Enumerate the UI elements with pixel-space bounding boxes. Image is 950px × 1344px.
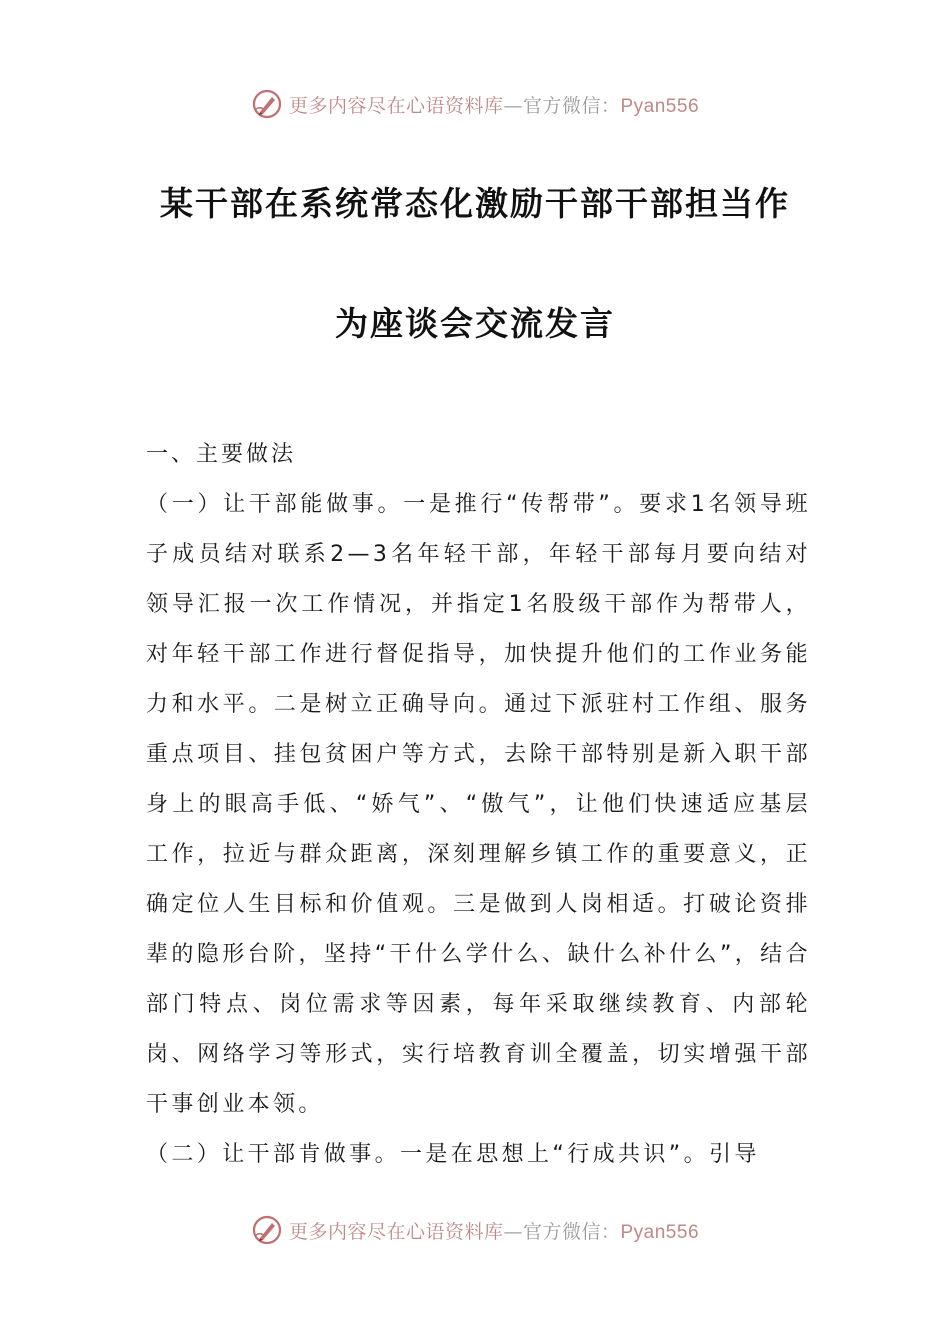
watermark-main-text: 更多内容尽在心语资料库 (288, 94, 504, 117)
watermark-text (289, 1217, 699, 1244)
watermark-dash: — (503, 94, 523, 117)
footer-watermark (0, 1210, 950, 1250)
watermark-main-text: 更多内容尽在心语资料库 (288, 1220, 504, 1243)
watermark-label: 官方微信： (522, 94, 621, 117)
section-heading: 一、主要做法 (146, 442, 297, 467)
body-paragraph: （二）让干部肯做事。一是在思想上“行成共识”。引导 (146, 1142, 760, 1167)
document-body (146, 430, 811, 1180)
watermark-label: 官方微信： (522, 1220, 621, 1243)
pen-circle-logo-icon (251, 88, 283, 120)
header-watermark (0, 84, 950, 124)
body-paragraph: （一）让干部能做事。一是推行“传帮带”。要求1名领导班子成员结对联系2—3名年轻干部，年轻干部每月要向结对领导汇报一次工作情况，并指定1名股级干部作为帮带人，对年轻干部工作进行督促指导，加快提升他们的工作业务能力和水平。二是树立正确导向。通过下派驻村工作组、服务重点项目、挂包贫困户等方式，去除干部特别是新入职干部身上的眼高手低、“娇气”、“傲气”，让他们快速适应基层工作，拉近与群众距离，深刻理解乡镇工作的重要意义，正确定位人生目标和价值观。三是做到人岗相适。打破论资排辈的隐形台阶，坚持“干什么学什么、缺什么补什么”，结合部门特点、岗位需求等因素，每年采取继续教育、内部轮岗、网络学习等形式，实行培教育训全覆盖，切实增强干部干事创业本领。 (146, 492, 811, 1117)
document-title-line-1: 某干部在系统常态化激励干部干部担当作 (160, 184, 790, 223)
watermark-wechat-id: Pyan556 (620, 95, 700, 117)
document-title-line-2: 为座谈会交流发言 (335, 304, 615, 343)
watermark-text (289, 91, 699, 118)
watermark-wechat-id: Pyan556 (620, 1221, 700, 1243)
pen-circle-logo-icon (251, 1214, 283, 1246)
watermark-dash: — (503, 1220, 523, 1243)
